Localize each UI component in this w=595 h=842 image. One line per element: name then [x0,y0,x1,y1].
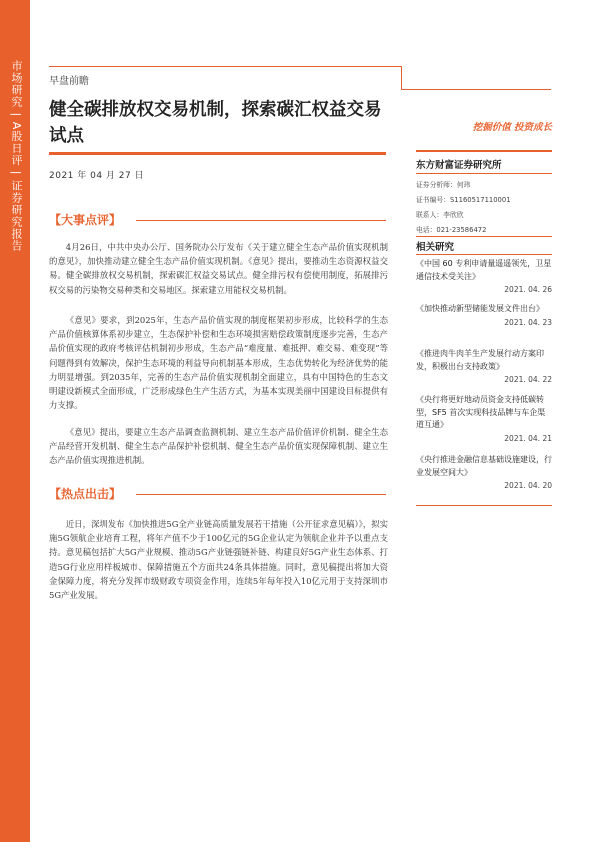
related-item-date: 2021. 04. 26 [504,285,552,294]
license-number: 证书编号：S1160517110001 [416,196,511,204]
related-item[interactable] [416,394,552,443]
related-item-title[interactable]: 《央行推进金融信息基础设施建设，行业发展空间大》 [416,455,552,477]
related-item-date: 2021. 04. 21 [504,433,552,443]
side-banner-text: 市场研究 | A股日评 | 证券研究报告 [10,60,23,252]
org-name: 东方财富证券研究所 [416,160,502,171]
related-item[interactable] [416,303,552,327]
news-paragraph: 《意见》要求，到2025年，生态产品价值实现的制度框架初步形成，比较科学的生态产品价值核算体系初步建立，生态保护补偿和生态环境损害赔偿政策制度逐步完善，生态产品价值实现的政府考核评估机制初步形成，生态产品“难度量、难抵押、难交易、难变现”等问题得到有效解决，保护生态环境的利益导向机制基本形成，生态优势转化为经济优势的能力明显增强。到2035年，完善的生态产品价值实现机制全面建立，具有中国特色的生态文明建设新模式全面形成，广泛形成绿色生产生活方式，为基本实现美丽中国建设目标提供有力支撑。 [49,315,388,411]
related-item-title[interactable]: 《央行将更好地动员资金支持低碳转型，SF5 首次实现科技品牌与车企渠道互通》 [416,395,546,429]
news-paragraph: 《意见》提出，要建立生态产品调查监测机制、建立生态产品价值评价机制、健全生态产品经营开发机制、健全生态产品保护补偿机制、健全生态产品价值实现保障机制、建立生态产品价值实现推进机制。 [49,427,388,466]
org-rule-top [416,150,552,152]
hot-paragraph: 近日，深圳发布《加快推进5G全产业链高质量发展若干措施（公开征求意见稿）》，拟实施5G领航企业培育工程，将年产值不少于100亿元的5G企业认定为领航企业并予以重点支持。意见稿包括扩大5G产业规模、推动5G产业链强链补链、构建良好5G产业生态体系、打造5G行业应用样板城市、保障措施五个方面共24条具体措施。同时，意见稿提出将加大资金保障力度，将充分发挥市级财政专项资金作用，连续5年每年投入10亿元用于支持深圳市5G产业发展。 [49,519,388,601]
report-category: 早盘前瞻 [49,76,89,87]
related-item[interactable] [416,348,552,384]
related-rule-end [416,505,552,506]
slogan: 挖掘价值 投资成长 [472,122,552,133]
contact-phone: 电话：021-23586472 [416,226,487,234]
related-item-title[interactable]: 《加快推动新型储能发展文件出台》 [416,304,544,313]
report-title: 健全碳排放权交易机制，探索碳汇权益交易试点 [49,100,382,146]
report-date: 2021 年 04 月 27 日 [49,171,145,181]
section-heading-hot: 【热点出击】 [49,487,122,501]
contact-person: 联系人：李欣欣 [416,211,464,219]
related-item-title[interactable]: 《中国 60 专利申请量遥遥领先，卫星通信技术受关注》 [416,259,552,281]
related-rule-bottom [416,254,552,255]
related-item[interactable] [416,258,552,294]
section-rule [136,220,386,221]
related-item-date: 2021. 04. 23 [504,317,552,327]
header-rule [49,66,401,67]
section-heading-news: 【大事点评】 [49,213,122,227]
header-rule-right [401,89,551,90]
header-rule-corner [401,66,402,90]
org-rule-bottom [416,173,552,174]
news-paragraph: 4月26日，中共中央办公厅、国务院办公厅发布《关于建立健全生态产品价值实现机制的意见》，加快推动建立健全生态产品价值实现机制。《意见》提出，要推动生态资源权益交易。健全碳排放权交易机制，探索碳汇权益交易试点。健全排污权有偿使用制度，拓展排污权交易的污染物交易种类和交易地区。探索建立用能权交易机制。 [49,242,388,295]
related-item-date: 2021. 04. 22 [504,375,552,384]
related-title: 相关研究 [416,242,455,253]
related-item-title[interactable]: 《推进肉牛肉羊生产发展行动方案印发，积极出台支持政策》 [416,349,544,371]
related-rule-top [416,236,552,237]
related-item[interactable] [416,454,552,490]
related-item-date: 2021. 04. 20 [504,481,552,490]
title-underline [49,152,386,155]
section-rule [136,494,386,495]
analyst-name: 证券分析师：何玮 [416,181,471,189]
